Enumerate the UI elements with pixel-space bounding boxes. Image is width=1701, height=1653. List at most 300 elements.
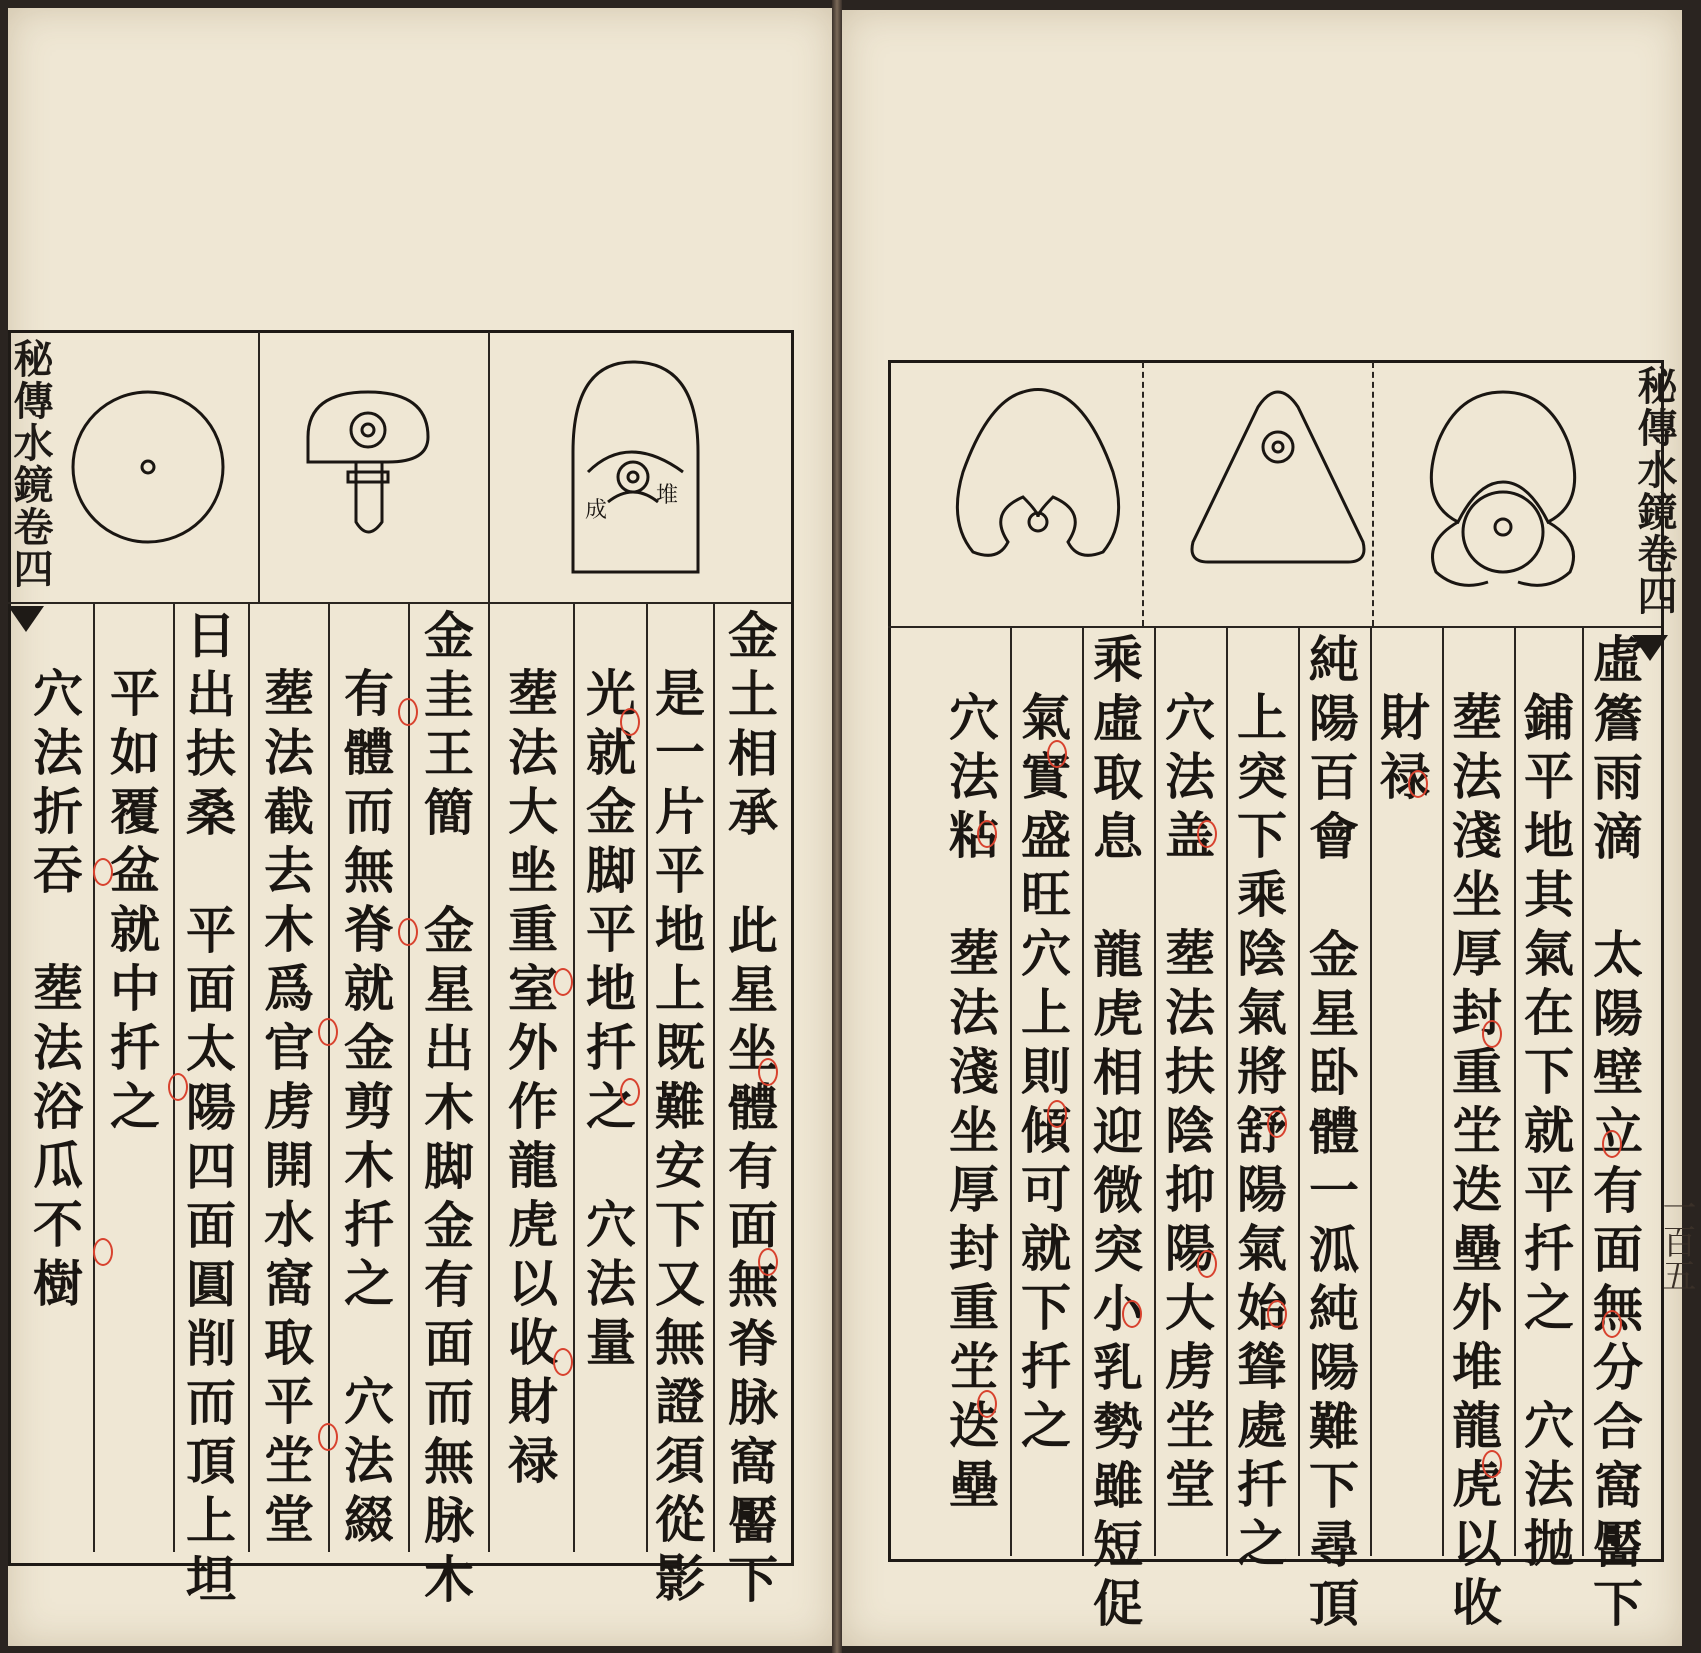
glyph: 簷 — [1593, 689, 1643, 748]
glyph: 折 — [33, 782, 83, 841]
glyph: 平 — [110, 664, 160, 723]
glyph: 法 — [1452, 747, 1502, 806]
glyph: 虎 — [1452, 1455, 1502, 1514]
punctuation-mark — [1602, 1310, 1622, 1338]
glyph: 中 — [110, 959, 160, 1018]
glyph: 會 — [1309, 807, 1359, 866]
glyph: 禄 — [508, 1431, 558, 1490]
punctuation-mark — [553, 1348, 573, 1376]
glyph: 取 — [264, 1313, 314, 1372]
right-page-number: 一百五 — [1656, 1190, 1696, 1292]
glyph: 靨 — [728, 1491, 778, 1550]
glyph: 厚 — [949, 1160, 999, 1219]
glyph: 聳 — [1237, 1337, 1287, 1396]
glyph: 難 — [655, 1077, 705, 1136]
left-text-column-7 — [254, 664, 324, 1549]
glyph: 法 — [33, 1018, 83, 1077]
glyph: 可 — [1021, 1160, 1071, 1219]
punctuation-mark — [398, 698, 418, 726]
right-figure-divider — [888, 626, 1661, 628]
punctuation-mark — [553, 968, 573, 996]
glyph: 木 — [424, 1078, 474, 1137]
glyph — [1609, 866, 1626, 925]
glyph: 穴 — [1165, 688, 1215, 747]
glyph: 脊 — [344, 900, 394, 959]
glyph: 扦 — [344, 1195, 394, 1254]
glyph: 浴 — [33, 1077, 83, 1136]
glyph: 窩 — [1593, 1456, 1643, 1515]
glyph: 王 — [424, 724, 474, 783]
glyph: 下 — [1593, 1574, 1643, 1633]
glyph: 就 — [1021, 1219, 1071, 1278]
glyph: 迭 — [949, 1396, 999, 1455]
punctuation-mark — [1267, 1110, 1287, 1138]
glyph: 法 — [1165, 983, 1215, 1042]
glyph: 坐 — [728, 1019, 778, 1078]
glyph: 水 — [264, 1195, 314, 1254]
glyph: 塟 — [508, 664, 558, 723]
glyph: 微 — [1093, 1161, 1143, 1220]
glyph: 迭 — [1452, 1160, 1502, 1219]
clover-mound-diagram-icon — [1431, 392, 1574, 585]
glyph: 立 — [1593, 1102, 1643, 1161]
punctuation-mark — [1482, 1020, 1502, 1048]
glyph: 穴 — [1021, 924, 1071, 983]
glyph: 不 — [33, 1195, 83, 1254]
right-col-rule-5 — [1298, 626, 1300, 1556]
glyph: 封 — [1452, 983, 1502, 1042]
glyph: 堂 — [1165, 1455, 1215, 1514]
glyph: 陰 — [1165, 1101, 1215, 1160]
glyph: 平 — [264, 1372, 314, 1431]
glyph: 平 — [186, 901, 236, 960]
glyph: 光 — [586, 664, 636, 723]
glyph: 重 — [1452, 1042, 1502, 1101]
glyph: 木 — [424, 1550, 474, 1609]
glyph: 削 — [186, 1314, 236, 1373]
glyph: 龍 — [1093, 925, 1143, 984]
glyph: 室 — [508, 959, 558, 1018]
glyph: 有 — [1593, 1161, 1643, 1220]
glyph: 陰 — [1237, 924, 1287, 983]
glyph: 扦 — [1524, 1219, 1574, 1278]
glyph: 抛 — [1524, 1514, 1574, 1573]
glyph: 有 — [344, 664, 394, 723]
glyph: 法 — [586, 1254, 636, 1313]
glyph: 盛 — [1021, 806, 1071, 865]
glyph: 雨 — [1593, 748, 1643, 807]
glyph: 乘 — [1093, 630, 1143, 689]
glyph: 覆 — [110, 782, 160, 841]
glyph: 虏 — [264, 1077, 314, 1136]
glyph: 堂 — [264, 1490, 314, 1549]
glyph: 塟 — [1165, 924, 1215, 983]
glyph: 平 — [1524, 1160, 1574, 1219]
punctuation-mark — [1197, 820, 1217, 848]
glyph — [602, 1136, 619, 1195]
glyph: 金 — [424, 1196, 474, 1255]
right-col-rule-4 — [1370, 626, 1372, 1556]
left-text-column-5 — [414, 606, 484, 1609]
glyph: 上 — [655, 959, 705, 1018]
glyph: 金 — [424, 901, 474, 960]
glyph: 外 — [508, 1018, 558, 1077]
glyph: 量 — [586, 1313, 636, 1372]
glyph: 龍 — [508, 1136, 558, 1195]
right-text-column-5 — [1302, 630, 1366, 1633]
glyph: 脚 — [424, 1137, 474, 1196]
punctuation-mark — [758, 1058, 778, 1086]
left-col-rule-1 — [713, 602, 715, 1552]
left-side-title: 秘傳水鏡卷四 — [7, 338, 54, 590]
glyph: 法 — [264, 723, 314, 782]
glyph: 下 — [1309, 1456, 1359, 1515]
glyph: 剪 — [344, 1077, 394, 1136]
glyph: 體 — [344, 723, 394, 782]
glyph: 淺 — [949, 1042, 999, 1101]
glyph: 大 — [1165, 1278, 1215, 1337]
right-text-column-10 — [942, 688, 1006, 1514]
glyph: 粘 — [949, 806, 999, 865]
glyph: 桑 — [186, 783, 236, 842]
glyph: 之 — [1524, 1278, 1574, 1337]
glyph: 禄 — [1380, 747, 1430, 806]
glyph: 相 — [728, 724, 778, 783]
glyph: 之 — [344, 1254, 394, 1313]
glyph: 就 — [586, 723, 636, 782]
punctuation-mark — [1197, 1250, 1217, 1278]
glyph: 下 — [1524, 1042, 1574, 1101]
right-col-rule-3 — [1442, 626, 1444, 1556]
punctuation-mark — [977, 820, 997, 848]
glyph: 扶 — [186, 724, 236, 783]
left-page — [8, 8, 834, 1646]
glyph: 法 — [344, 1431, 394, 1490]
glyph: 純 — [1309, 630, 1359, 689]
bell-mound-diagram-icon — [573, 362, 698, 572]
glyph: 陽 — [1237, 1160, 1287, 1219]
glyph: 就 — [110, 900, 160, 959]
glyph: 取 — [1093, 748, 1143, 807]
glyph: 影 — [655, 1549, 705, 1608]
right-text-column-3 — [1446, 688, 1508, 1632]
glyph: 相 — [1093, 1043, 1143, 1102]
glyph: 雖 — [1093, 1456, 1143, 1515]
glyph: 爲 — [264, 959, 314, 1018]
glyph: 開 — [264, 1136, 314, 1195]
glyph: 泒 — [1309, 1220, 1359, 1279]
glyph: 坣 — [949, 1337, 999, 1396]
ring-diagram-icon — [73, 392, 223, 542]
left-col-rule-6 — [328, 602, 330, 1552]
glyph: 之 — [1021, 1396, 1071, 1455]
glyph — [744, 842, 761, 901]
glyph: 無 — [1593, 1279, 1643, 1338]
glyph: 金 — [728, 606, 778, 665]
glyph: 圓 — [186, 1255, 236, 1314]
left-col-rule-3 — [573, 602, 575, 1552]
left-text-column-9 — [100, 664, 170, 1136]
glyph: 面 — [186, 960, 236, 1019]
glyph: 厚 — [1452, 924, 1502, 983]
glyph: 法 — [949, 983, 999, 1042]
left-col-rule-7 — [248, 602, 250, 1552]
figure-label-dui: 堆 — [656, 483, 679, 508]
glyph: 法 — [33, 723, 83, 782]
glyph: 金 — [586, 782, 636, 841]
left-text-column-8 — [178, 606, 244, 1609]
right-side-title: 秘傳水鏡卷四 — [1631, 365, 1678, 617]
glyph: 氣 — [1524, 924, 1574, 983]
right-diagrams — [888, 362, 1658, 626]
punctuation-mark — [1122, 1300, 1142, 1328]
glyph: 陽 — [1165, 1219, 1215, 1278]
glyph: 坣 — [264, 1431, 314, 1490]
right-text-column-7 — [1158, 688, 1222, 1514]
glyph: 合 — [1593, 1397, 1643, 1456]
glyph: 重 — [508, 900, 558, 959]
glyph: 日 — [186, 606, 236, 665]
glyph: 塟 — [949, 924, 999, 983]
left-fishtail-marker — [8, 606, 44, 632]
glyph: 圭 — [424, 665, 474, 724]
glyph: 平 — [1524, 747, 1574, 806]
glyph: 樹 — [33, 1254, 83, 1313]
glyph: 分 — [1593, 1338, 1643, 1397]
glyph: 乳 — [1093, 1338, 1143, 1397]
glyph: 吞 — [33, 841, 83, 900]
glyph: 淺 — [1452, 806, 1502, 865]
horned-mound-diagram-icon — [957, 390, 1118, 556]
right-col-rule-8 — [1082, 626, 1084, 1556]
glyph: 收 — [508, 1313, 558, 1372]
glyph: 壁 — [1593, 1043, 1643, 1102]
glyph: 陽 — [1593, 984, 1643, 1043]
glyph: 既 — [655, 1018, 705, 1077]
glyph: 坐 — [949, 1101, 999, 1160]
glyph: 氣 — [1021, 688, 1071, 747]
glyph: 地 — [586, 959, 636, 1018]
punctuation-mark — [620, 1078, 640, 1106]
glyph: 片 — [655, 782, 705, 841]
glyph: 財 — [1380, 688, 1430, 747]
glyph: 如 — [110, 723, 160, 782]
glyph: 堆 — [1452, 1337, 1502, 1396]
glyph: 則 — [1021, 1042, 1071, 1101]
glyph: 法 — [508, 723, 558, 782]
right-page — [842, 10, 1696, 1646]
glyph: 面 — [186, 1196, 236, 1255]
glyph: 陽 — [1309, 1338, 1359, 1397]
glyph: 盖 — [1165, 806, 1215, 865]
glyph: 卧 — [1309, 1043, 1359, 1102]
glyph: 虎 — [508, 1195, 558, 1254]
glyph: 以 — [508, 1254, 558, 1313]
glyph: 短 — [1093, 1515, 1143, 1574]
glyph: 坐 — [1452, 865, 1502, 924]
glyph: 迎 — [1093, 1102, 1143, 1161]
glyph: 此 — [728, 901, 778, 960]
glyph: 證 — [655, 1372, 705, 1431]
glyph: 體 — [1309, 1102, 1359, 1161]
glyph: 頂 — [1309, 1574, 1359, 1633]
glyph: 窩 — [728, 1432, 778, 1491]
left-text-column-6 — [334, 664, 404, 1549]
glyph: 坣 — [1165, 1396, 1215, 1455]
glyph: 有 — [424, 1255, 474, 1314]
triangle-mound-diagram-icon — [1192, 392, 1364, 562]
glyph: 息 — [1093, 807, 1143, 866]
glyph — [49, 900, 66, 959]
glyph: 出 — [424, 1019, 474, 1078]
glyph: 陽 — [186, 1078, 236, 1137]
punctuation-mark — [1047, 740, 1067, 768]
figure-label-cheng: 成 — [585, 498, 608, 523]
glyph: 官 — [264, 1018, 314, 1077]
punctuation-mark — [620, 708, 640, 736]
punctuation-mark — [93, 1238, 113, 1266]
left-col-rule-2 — [646, 602, 648, 1552]
glyph: 地 — [655, 900, 705, 959]
glyph: 星 — [1309, 984, 1359, 1043]
glyph: 面 — [728, 1196, 778, 1255]
right-text-column-1 — [1587, 630, 1649, 1633]
glyph: 下 — [1021, 1278, 1071, 1337]
glyph: 體 — [728, 1078, 778, 1137]
glyph: 扦 — [586, 1018, 636, 1077]
glyph: 坣 — [1452, 1101, 1502, 1160]
punctuation-mark — [977, 1390, 997, 1418]
glyph: 突 — [1237, 747, 1287, 806]
glyph — [202, 842, 219, 901]
glyph: 一 — [1309, 1161, 1359, 1220]
glyph: 穴 — [1524, 1396, 1574, 1455]
glyph: 截 — [264, 782, 314, 841]
glyph: 去 — [264, 841, 314, 900]
glyph: 氣 — [1237, 983, 1287, 1042]
glyph — [360, 1313, 377, 1372]
punctuation-mark — [318, 1018, 338, 1046]
glyph: 純 — [1309, 1279, 1359, 1338]
glyph: 小 — [1093, 1279, 1143, 1338]
glyph: 之 — [1237, 1514, 1287, 1573]
glyph: 塟 — [264, 664, 314, 723]
glyph: 氣 — [1237, 1219, 1287, 1278]
glyph: 促 — [1093, 1574, 1143, 1633]
glyph: 虛 — [1093, 689, 1143, 748]
right-col-rule-7 — [1154, 626, 1156, 1556]
glyph: 穴 — [344, 1372, 394, 1431]
glyph: 穴 — [949, 688, 999, 747]
glyph: 始 — [1237, 1278, 1287, 1337]
glyph: 外 — [1452, 1278, 1502, 1337]
glyph — [965, 865, 982, 924]
glyph: 壘 — [1452, 1219, 1502, 1278]
glyph: 虎 — [1093, 984, 1143, 1043]
glyph: 抑 — [1165, 1160, 1215, 1219]
glyph: 穴 — [586, 1195, 636, 1254]
glyph: 壘 — [949, 1455, 999, 1514]
glyph: 是 — [655, 664, 705, 723]
glyph: 旺 — [1021, 865, 1071, 924]
glyph: 金 — [344, 1018, 394, 1077]
glyph: 太 — [186, 1019, 236, 1078]
glyph: 舒 — [1237, 1101, 1287, 1160]
glyph: 四 — [186, 1137, 236, 1196]
glyph: 法 — [1165, 747, 1215, 806]
glyph: 陽 — [1309, 689, 1359, 748]
glyph: 之 — [586, 1077, 636, 1136]
glyph: 綴 — [344, 1490, 394, 1549]
glyph: 平 — [655, 841, 705, 900]
left-text-column-3 — [580, 664, 642, 1372]
glyph: 有 — [728, 1137, 778, 1196]
glyph: 脚 — [586, 841, 636, 900]
glyph: 重 — [949, 1278, 999, 1337]
glyph: 地 — [1524, 806, 1574, 865]
glyph: 木 — [264, 900, 314, 959]
glyph: 金 — [424, 606, 474, 665]
glyph: 靨 — [1593, 1515, 1643, 1574]
glyph: 作 — [508, 1077, 558, 1136]
glyph: 突 — [1093, 1220, 1143, 1279]
punctuation-mark — [168, 1073, 188, 1101]
right-col-rule-2 — [1514, 626, 1516, 1556]
left-text-column-2 — [650, 664, 710, 1608]
glyph: 又 — [655, 1254, 705, 1313]
glyph: 面 — [1593, 1220, 1643, 1279]
glyph — [1325, 866, 1342, 925]
right-text-column-9 — [1014, 688, 1078, 1455]
left-col-rule-4 — [488, 602, 490, 1552]
glyph: 其 — [1524, 865, 1574, 924]
glyph: 無 — [344, 841, 394, 900]
right-text-column-8 — [1086, 630, 1150, 1633]
glyph: 從 — [655, 1490, 705, 1549]
glyph: 金 — [1309, 925, 1359, 984]
glyph: 瓜 — [33, 1136, 83, 1195]
glyph: 乘 — [1237, 865, 1287, 924]
glyph: 脉 — [728, 1373, 778, 1432]
glyph: 而 — [344, 782, 394, 841]
glyph: 無 — [728, 1255, 778, 1314]
glyph: 以 — [1452, 1514, 1502, 1573]
glyph: 扦 — [1021, 1337, 1071, 1396]
book-spine — [832, 0, 842, 1653]
right-text-column-2 — [1518, 688, 1580, 1573]
glyph: 塟 — [1452, 688, 1502, 747]
punctuation-mark — [93, 858, 113, 886]
glyph: 須 — [655, 1431, 705, 1490]
glyph: 頂 — [186, 1432, 236, 1491]
glyph: 就 — [1524, 1101, 1574, 1160]
right-col-rule-9 — [1010, 626, 1012, 1556]
glyph: 處 — [1237, 1396, 1287, 1455]
glyph: 下 — [728, 1550, 778, 1609]
glyph: 財 — [508, 1372, 558, 1431]
glyph: 勢 — [1093, 1397, 1143, 1456]
glyph: 尋 — [1309, 1515, 1359, 1574]
glyph: 簡 — [424, 783, 474, 842]
punctuation-mark — [1408, 770, 1428, 798]
mushroom-diagram-icon — [308, 392, 428, 532]
glyph: 木 — [344, 1136, 394, 1195]
glyph: 法 — [1524, 1455, 1574, 1514]
glyph: 盆 — [110, 841, 160, 900]
glyph: 封 — [949, 1219, 999, 1278]
glyph: 收 — [1452, 1573, 1502, 1632]
glyph: 出 — [186, 665, 236, 724]
